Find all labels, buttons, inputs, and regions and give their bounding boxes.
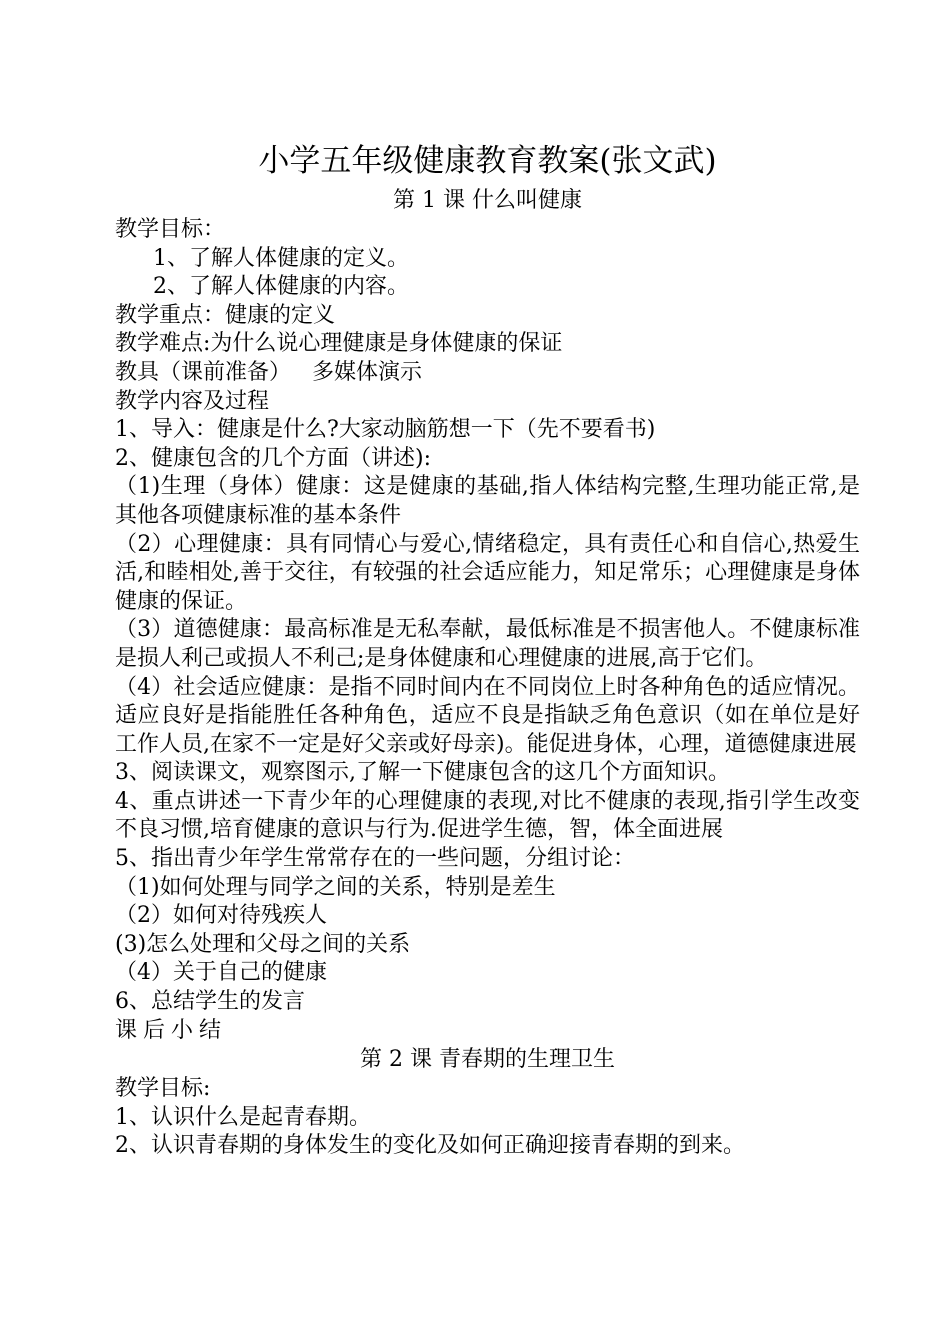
lesson-1-step: （4）关于自己的健康 [115,960,327,986]
lesson-1-goals-label: 教学目标： [115,217,226,242]
lesson-1-step: 3、阅读课文，观察图示,了解一下健康包含的这几个方面知识。 [115,760,730,786]
lesson-2-heading: 第 2 课 青春期的生理卫生 [360,1047,615,1073]
lesson-1-heading: 第 1 课 什么叫健康 [393,188,582,213]
lesson-1-step: （1)生理（身体）健康：这是健康的基础,指人体结构完整,生理功能正常,是其他各项健康标准的基本条件 [115,474,860,528]
lesson-1-step: （2）如何对待残疾人 [115,903,327,929]
lesson-1-step: （3）道德健康：最高标准是无私奉献，最低标准是不损害他人。不健康标准是损人利己或损人不利己;是身体健康和心理健康的进展,高于它们。 [115,617,860,671]
lesson-1-step: 1、导入：健康是什么?大家动脑筋想一下（先不要看书) [115,417,656,443]
lesson-1-step: 5、指出青少年学生常常存在的一些问题，分组讨论： [115,846,635,872]
document-content [115,140,860,1161]
lesson-1-difficulty: 教学难点:为什么说心理健康是身体健康的保证 [115,331,563,357]
lesson-1-step: （4）社会适应健康：是指不同时间内在不同岗位上时各种角色的适应情况。适应良好是指能胜任各种角色，适应不良是指缺乏角色意识（如在单位是好工作人员,在家不一定是好父亲或好母亲)。能促进身体，心理，道德健康进展 [115,674,860,757]
lesson-1-step: (3)怎么处理和父母之间的关系 [115,931,411,957]
lesson-1-section [115,186,860,1045]
lesson-1-step: （1)如何处理与同学之间的关系，特别是差生 [115,874,556,900]
lesson-2-goal: 1、认识什么是起青春期。 [115,1104,371,1130]
document-title: 小学五年级健康教育教案(张文武) [258,143,717,179]
lesson-1-summary: 课后小结 [115,1017,228,1043]
lesson-1-goal: 1、了解人体健康的定义。 [153,245,409,271]
lesson-1-goal: 2、了解人体健康的内容。 [153,274,409,300]
lesson-1-step: 2、健康包含的几个方面（讲述): [115,445,431,471]
lesson-1-key-point: 教学重点：健康的定义 [115,302,336,328]
lesson-1-step: （2）心理健康：具有同情心与爱心,情绪稳定，具有责任心和自信心,热爱生活,和睦相处,善于交往，有较强的社会适应能力，知足常乐；心理健康是身体健康的保证。 [115,531,860,614]
lesson-2-section [115,1045,860,1161]
lesson-2-goals-label: 教学目标: [115,1076,211,1102]
lesson-1-aids: 教具（课前准备） 多媒体演示 [115,359,422,385]
lesson-2-goal: 2、认识青春期的身体发生的变化及如何正确迎接青春期的到来。 [115,1133,745,1159]
lesson-1-process-label: 教学内容及过程 [115,388,270,414]
lesson-1-step: 6、总结学生的发言 [115,989,305,1015]
lesson-1-step: 4、重点讲述一下青少年的心理健康的表现,对比不健康的表现,指引学生改变不良习惯,培育健康的意识与行为.促进学生德，智，体全面进展 [115,788,860,843]
